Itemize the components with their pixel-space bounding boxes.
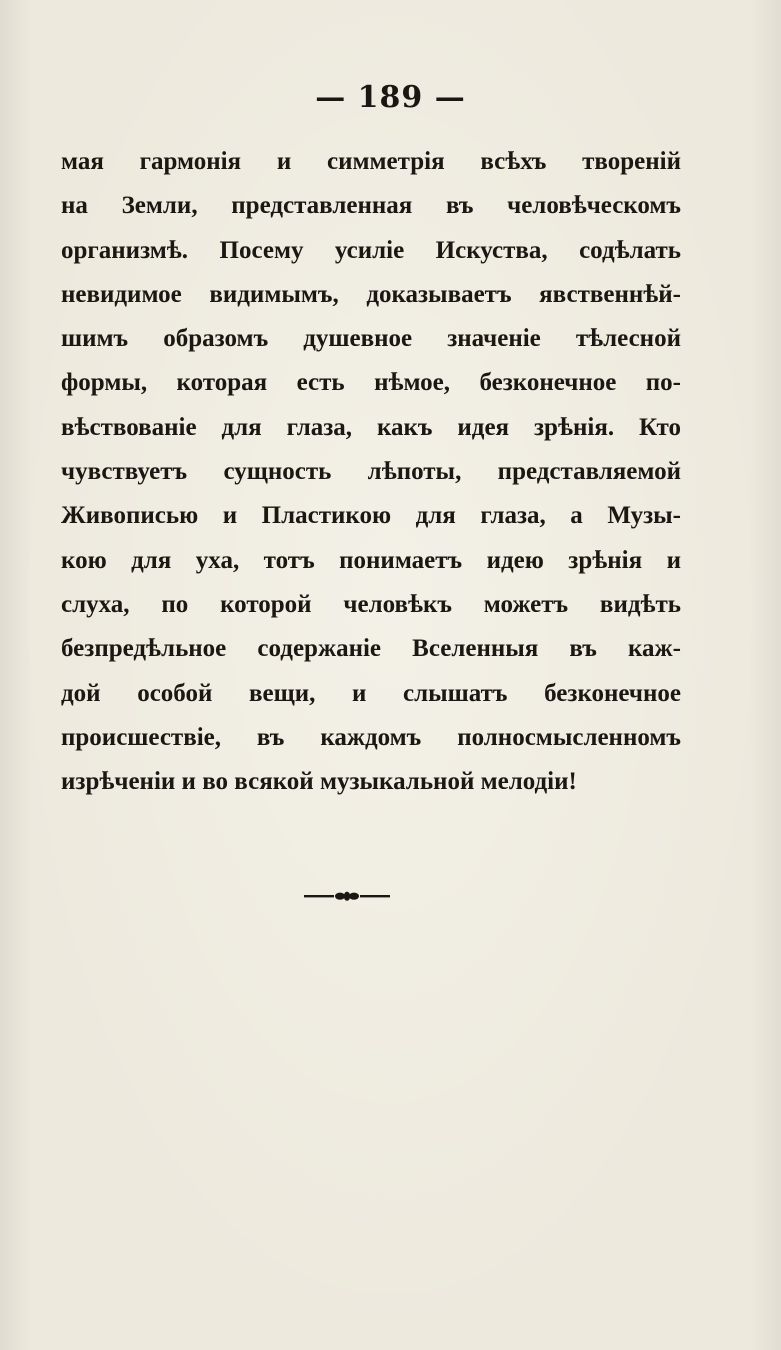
text-line: кою для уха, тотъ понимаетъ идею зрѣнія и — [61, 546, 681, 574]
body-text — [61, 140, 681, 804]
text-line: вѣствованіе для глаза, какъ идея зрѣнія. Кто — [61, 413, 681, 441]
text-line: изрѣченіи и во всякой музыкальной мелодіи! — [61, 768, 577, 796]
text-line: безпредѣльное содержаніе Вселенныя въ каж- — [61, 635, 681, 663]
text-line: слуха, по которой человѣкъ можетъ видѣть — [61, 590, 681, 618]
page-number: — 189 — — [315, 80, 466, 115]
text-line: невидимое видимымъ, доказываетъ явственнѣй- — [61, 280, 681, 308]
text-line: происшествіе, въ каждомъ полносмысленномъ — [61, 723, 681, 751]
text-line: на Земли, представленная въ человѣческомъ — [61, 192, 681, 220]
text-line: формы, которая есть нѣмое, безконечное по- — [61, 369, 681, 397]
text-line: Живописью и Пластикою для глаза, а Музы- — [61, 502, 681, 530]
text-line: дой особой вещи, и слышатъ безконечное — [61, 679, 681, 707]
typographic-ornament-icon — [302, 889, 392, 903]
text-line: организмѣ. Посему усиліе Искуства, содѣлать — [61, 236, 681, 264]
text-line: мая гармонія и симметрія всѣхъ твореній — [61, 148, 681, 175]
text-line: шимъ образомъ душевное значеніе тѣлесной — [61, 325, 681, 353]
text-line: чувствуетъ сущность лѣпоты, представляемой — [61, 458, 681, 486]
